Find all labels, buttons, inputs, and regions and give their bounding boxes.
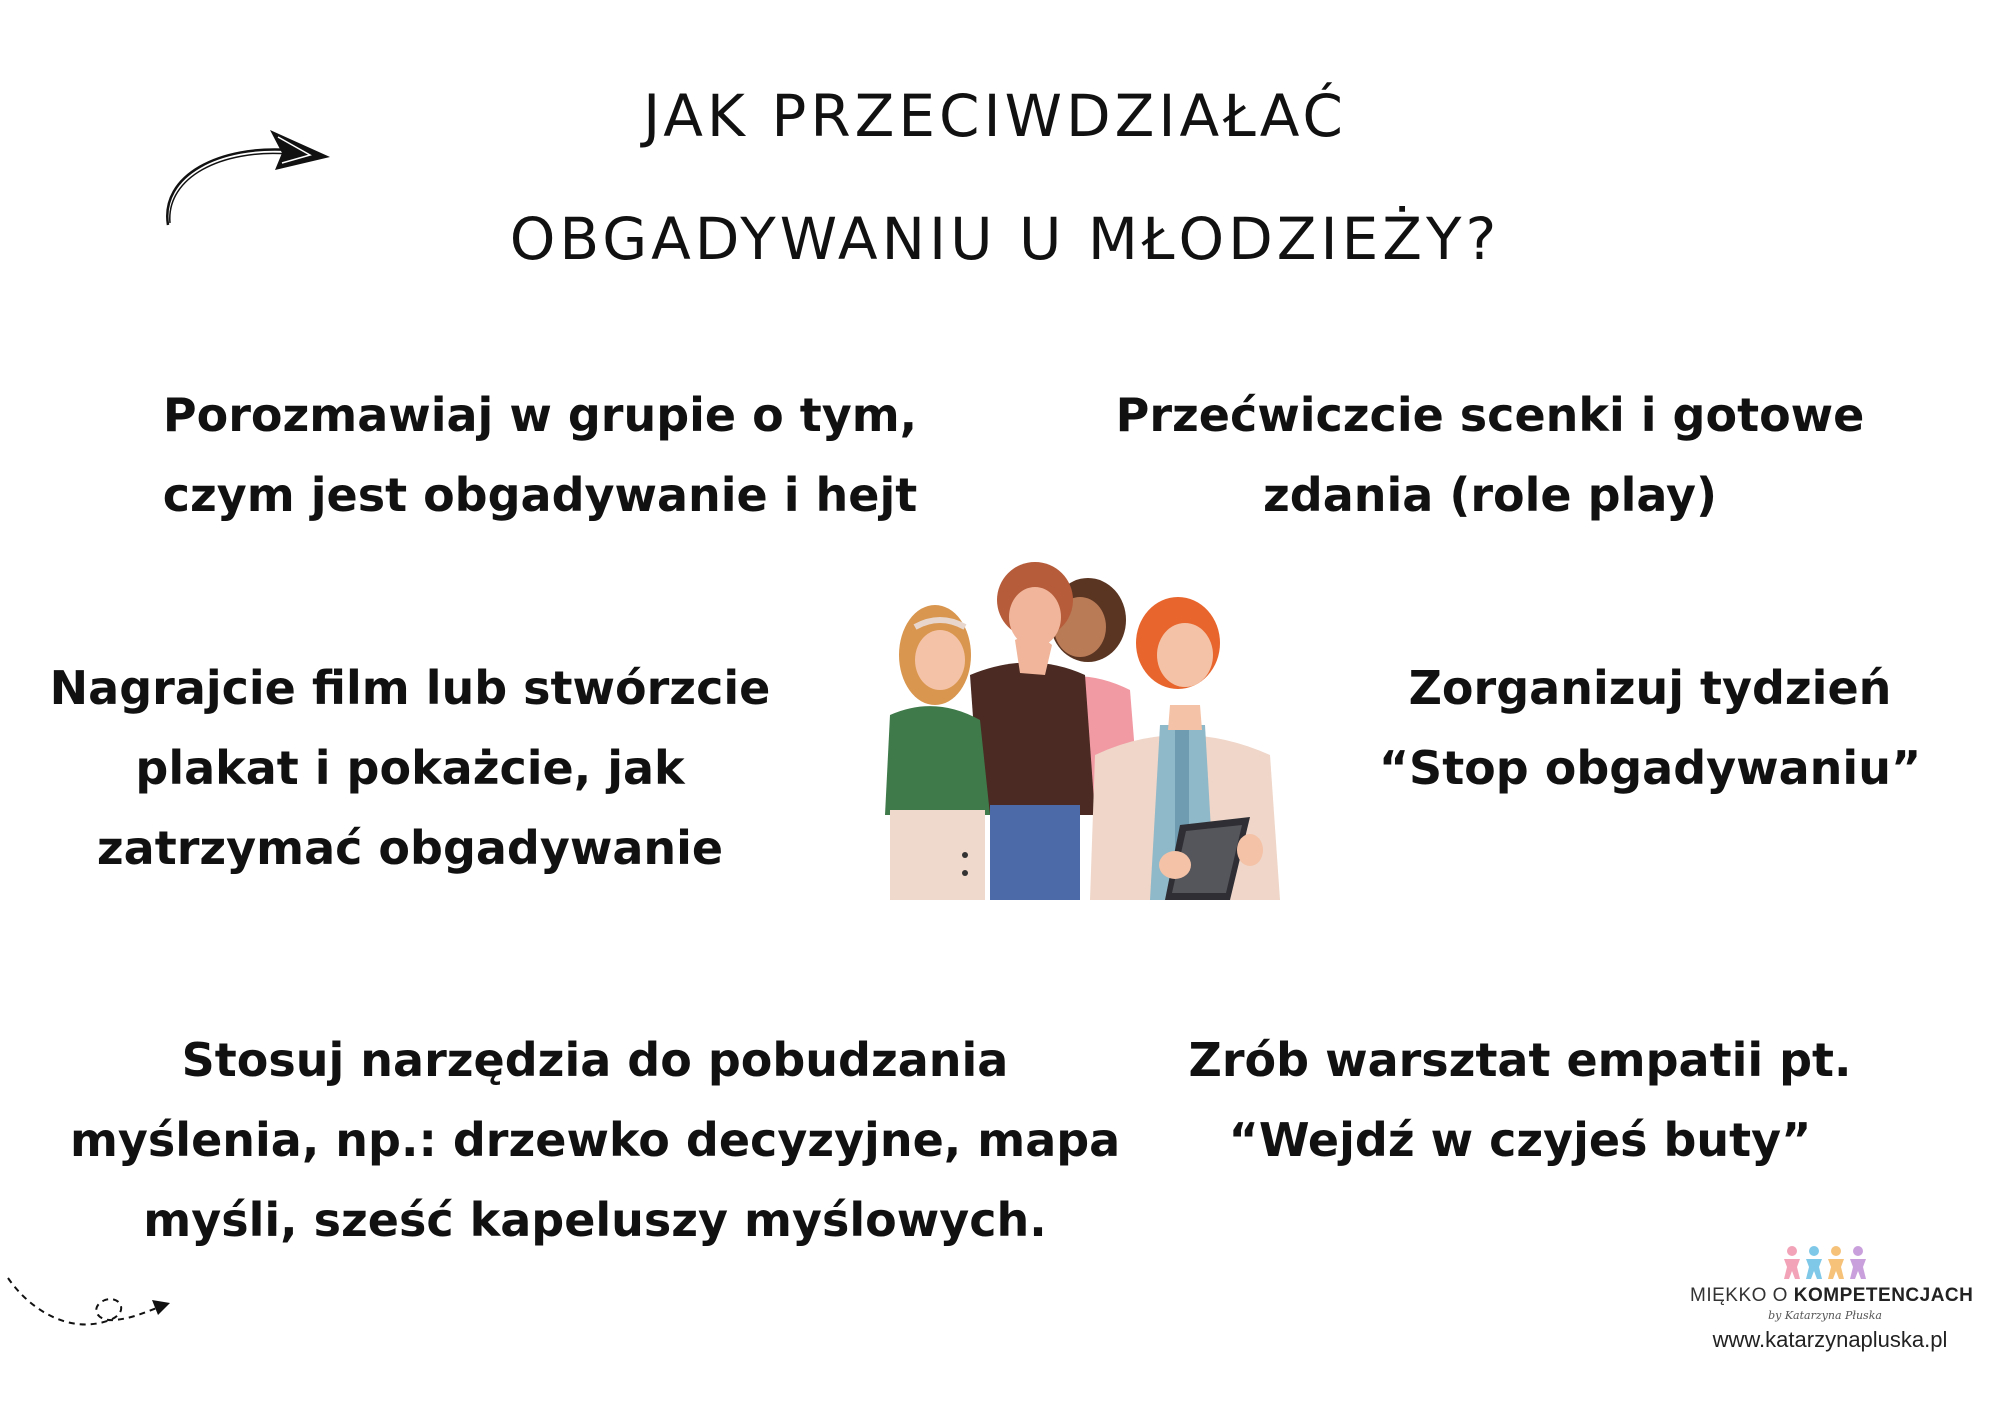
tip-line: Zorganizuj tydzień (1408, 661, 1892, 715)
tip-line: Nagrajcie film lub stwórzcie (49, 661, 771, 715)
tip-line: Przećwiczcie scenki i gotowe (1115, 388, 1865, 442)
tip-line: plakat i pokażcie, jak (135, 741, 685, 795)
dashed-loop-arrow-icon (0, 1270, 180, 1340)
tip-line: czym jest obgadywanie i hejt (162, 468, 918, 522)
gossiping-women-illustration (830, 555, 1330, 905)
paper-people-chain-icon (1780, 1245, 1870, 1281)
tip-thinking-tools (70, 1020, 1120, 1260)
tip-discuss (140, 375, 940, 535)
tip-stop-week (1330, 648, 1970, 808)
tip-line: Porozmawiaj w grupie o tym, (162, 388, 918, 442)
logo-name (1690, 1285, 1974, 1307)
tip-line: “Stop obgadywaniu” (1378, 741, 1922, 795)
tip-line: myślenia, np.: drzewko decyzyjne, mapa (70, 1113, 1121, 1167)
website-url: www.katarzynapluska.pl (1712, 1327, 1948, 1352)
tip-film-poster (40, 648, 780, 888)
title-line-2: OBGADYWANIU U MŁODZIEŻY? (509, 205, 1501, 273)
tip-line: zdania (role play) (1263, 468, 1717, 522)
logo-byline: by Katarzyna Płuska (1768, 1309, 1882, 1322)
tip-line: Stosuj narzędzia do pobudzania (181, 1033, 1009, 1087)
tip-line: “Wejdź w czyjeś buty” (1228, 1113, 1812, 1167)
tip-role-play (1080, 375, 1900, 535)
tip-line: zatrzymać obgadywanie (96, 821, 724, 875)
tip-empathy-workshop (1130, 1020, 1910, 1180)
logo-name-bold: KOMPETENCJACH (1793, 1285, 1974, 1306)
brand-logo (1690, 1245, 1974, 1322)
tip-line: Zrób warsztat empatii pt. (1188, 1033, 1852, 1087)
logo-name-prefix: MIĘKKO O (1690, 1285, 1794, 1306)
curved-arrow-icon (160, 115, 340, 230)
tip-line: myśli, sześć kapeluszy myślowych. (143, 1193, 1047, 1247)
title-line-1: JAK PRZECIWDZIAŁAĆ (643, 82, 1347, 150)
